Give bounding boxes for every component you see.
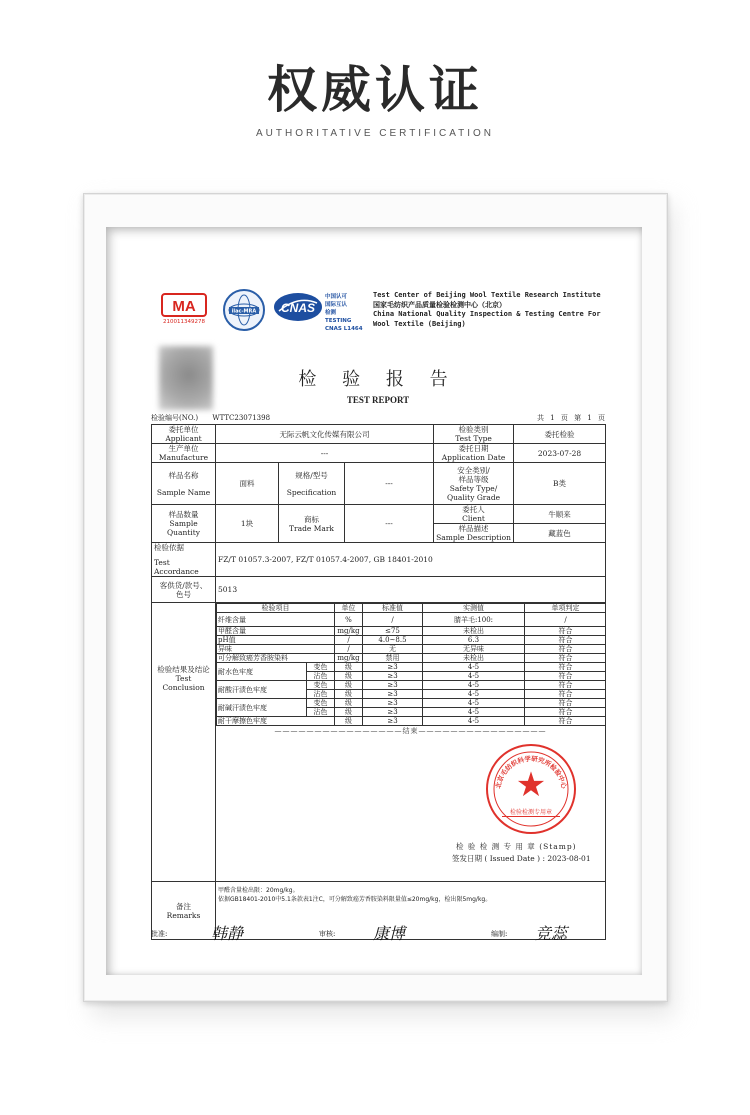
- specification-value: ---: [345, 463, 434, 505]
- sample-name-value: 面料: [216, 463, 279, 505]
- report-title-en: TEST REPORT: [346, 395, 410, 405]
- style-value: 5013: [216, 577, 606, 603]
- page-info: 共 1 页 第 1 页: [536, 414, 605, 422]
- trademark-value: ---: [345, 505, 434, 543]
- accordance-value: FZ/T 01057.3-2007, FZ/T 01057.4-2007, GB 18401-2010: [216, 543, 606, 577]
- ma-number: 210011349278: [163, 319, 205, 325]
- report-table: [151, 424, 606, 940]
- cnas-logo-label: CNAS: [280, 301, 316, 315]
- approve-label: 批准:: [151, 930, 168, 938]
- table-row: 样品数量 Sample Quantity 1块 商标 Trade Mark --- 委托人 Client 牛顺来: [152, 505, 606, 524]
- test-type-value: 委托检验: [514, 425, 606, 444]
- approve-signature: 韩静: [211, 924, 244, 943]
- compile-signature: 竞蕊: [535, 924, 568, 943]
- center-name-en-2: China National Quality Inspection & Testing Centre For Wool Textile (Beijing): [373, 310, 601, 328]
- test-row: 耐水色牢度 变色 级 ≥3 4-5 符合: [217, 663, 606, 672]
- page-title: 权威认证: [267, 61, 483, 119]
- test-row: pH值 / 4.0~8.5 6.3 符合: [217, 636, 606, 645]
- application-date-value: 2023-07-28: [514, 444, 606, 463]
- remarks-line: 依据GB18401-2010中5.1条款表1注C，可分解致癌芳香胺染料限量值≤20mg/kg，检出限5mg/kg。: [218, 896, 492, 903]
- review-label: 审核:: [319, 930, 336, 938]
- test-row: 异味 / 无 无异味 符合: [217, 645, 606, 654]
- remarks-label: 备注: [176, 901, 191, 911]
- center-name-cn: 国家毛纺织产品质量检验检测中心（北京）: [373, 300, 506, 309]
- issued-date: 签发日期 ( Issued Date ) : 2023-08-01: [452, 854, 591, 863]
- report-number: 检验编号(NO.) WTTC23071398: [151, 414, 271, 422]
- quantity-value: 1块: [216, 505, 279, 543]
- stamp-star-icon: ★: [515, 765, 547, 805]
- description-value: 藏蓝色: [514, 524, 606, 543]
- table-row: 样品描述 Sample Description 藏蓝色: [152, 524, 606, 543]
- end-marker: ————————————————结束————————————————: [274, 727, 547, 735]
- table-row: 客供货/款号、 色号 5013: [152, 577, 606, 603]
- table-row: 检验依据 Test Accordance FZ/T 01057.3-2007, FZ/T 01057.4-2007, GB 18401-2010: [152, 543, 606, 577]
- stamp-label: 检 验 检 测 专 用 章 (Stamp): [456, 842, 577, 851]
- compile-label: 编制:: [491, 930, 508, 938]
- red-stamp-icon: [486, 744, 576, 834]
- stamp-area: [216, 736, 605, 881]
- applicant-value: 无际云帆文化传媒有限公司: [216, 425, 434, 444]
- client-value: 牛顺来: [514, 505, 606, 524]
- page-subtitle: AUTHORITATIVE CERTIFICATION: [255, 128, 495, 139]
- table-row: 生产单位 Manufacture --- 委托日期 Application Date 2023-07-28: [152, 444, 606, 463]
- ma-logo-icon: [161, 293, 207, 325]
- test-row: 耐干摩擦色牢度 级 ≥3 4-5 符合: [217, 717, 606, 726]
- test-row: 纤维含量 % / 腈羊毛:100: /: [217, 613, 606, 627]
- test-header-row: 检验项目 单位 标准值 实测值 单项判定: [217, 604, 606, 613]
- review-signature: 康博: [373, 924, 406, 943]
- test-row: 耐酸汗渍色牢度 变色 级 ≥3 4-5 符合: [217, 681, 606, 690]
- test-row: 沾色 级 ≥3 4-5 符合: [217, 690, 606, 699]
- test-results-table: [216, 603, 606, 726]
- safety-type-value: B类: [514, 463, 606, 505]
- test-row: 耐碱汗渍色牢度 变色 级 ≥3 4-5 符合: [217, 699, 606, 708]
- remarks-line: 甲醛含量检出限：20mg/kg。: [218, 887, 299, 894]
- signature-row: [151, 923, 605, 945]
- table-row: 委托单位 Applicant 无际云帆文化传媒有限公司 检验类别 Test Type 委托检验: [152, 425, 606, 444]
- test-row: 沾色 级 ≥3 4-5 符合: [217, 672, 606, 681]
- table-row: 样品名称 Sample Name 面料 规格/型号 Specification --- 安全类别/ 样品等级 Safety Type/ Quality Grade B类: [152, 463, 606, 505]
- test-row: 可分解致癌芳香胺染料 mg/kg 禁用 未检出 符合: [217, 654, 606, 663]
- table-row: [152, 603, 606, 882]
- test-report-document: [151, 267, 605, 947]
- center-name-en-1: Test Center of Beijing Wool Textile Research Institute: [373, 291, 601, 299]
- stamp-circle-text: 北京毛纺织科学研究所检验中心: [494, 754, 568, 790]
- table-row: 备注 Remarks 甲醛含量检出限：20mg/kg。 依据GB18401-2010中5.1条款表1注C，可分解致癌芳香胺染料限量值≤20mg/kg，检出限5mg/kg。: [152, 882, 606, 940]
- picture-mat: [106, 227, 642, 975]
- test-row: 甲醛含量 mg/kg ≤75 未检出 符合: [217, 627, 606, 636]
- conclusion-label: 检验结果及结论 Test Conclusion: [152, 603, 216, 882]
- ilac-logo-label: ilac-MRA: [231, 308, 257, 315]
- picture-frame: [83, 193, 668, 1002]
- report-title-cn: 检 验 报 告: [298, 369, 458, 390]
- cnas-side-text: 中国认可 国际互认 检测 TESTING CNAS L1464: [325, 294, 363, 332]
- ilac-logo-icon: [223, 289, 265, 331]
- cnas-logo-icon: [273, 291, 323, 323]
- stamp-inner-text: 检验检测专用章: [509, 809, 552, 816]
- test-row: 沾色 级 ≥3 4-5 符合: [217, 708, 606, 717]
- center-name: [373, 291, 613, 329]
- ma-logo-label: MA: [172, 298, 196, 315]
- manufacture-value: ---: [216, 444, 434, 463]
